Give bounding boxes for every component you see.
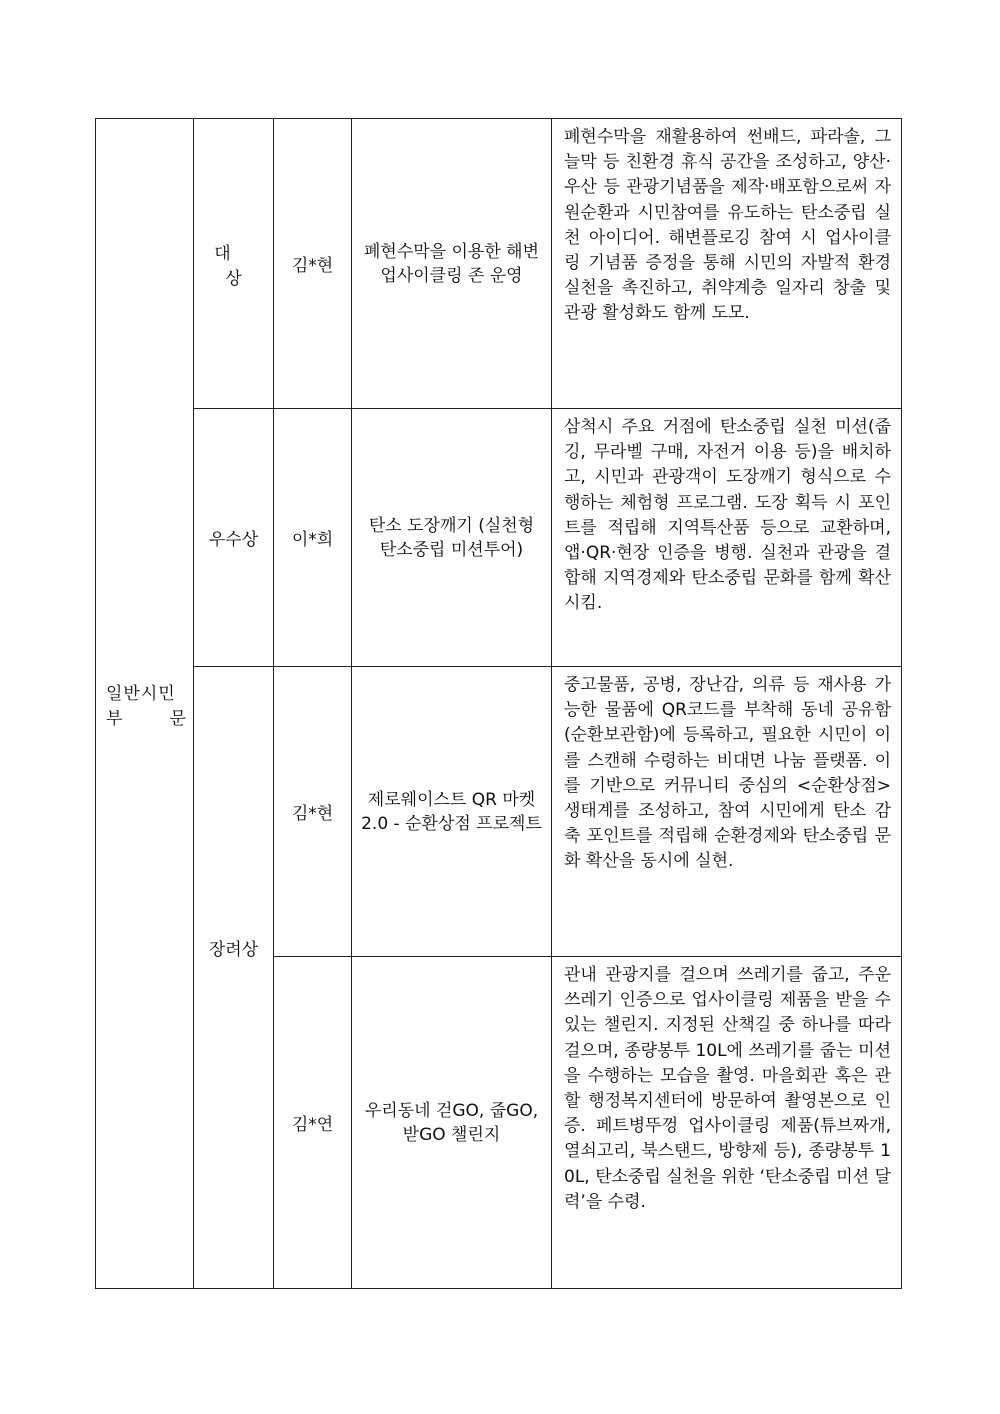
- idea-description: 삼척시 주요 거점에 탄소중립 실천 미션(줍깅, 무라벨 구매, 자전거 이용 등)을 배치하고, 시민과 관광객이 도장깨기 형식으로 수행하는 체험형 프로그램. 도장 획득 시 포인트를 적립해 지역특산품 등으로 교환하며, 앱·QR·현장 인증을 병행. 실천과 관광을 결합해 지역경제와 탄소중립 문화를 함께 확산시킴.: [564, 417, 891, 614]
- award-cell: [194, 667, 274, 1289]
- idea-title-cell: [352, 409, 552, 667]
- category-label-suffix: 부 문: [106, 708, 186, 729]
- idea-description: 중고물품, 공병, 장난감, 의류 등 재사용 가능한 물품에 QR코드를 부착해 동네 공유함(순환보관함)에 등록하고, 필요한 시민이 이를 스캔해 수령하는 비대면 나눔 플랫폼. 이를 기반으로 커뮤니티 중심의 <순환상점> 생태계를 조성하고, 참여 시민에게 탄소 감축 포인트를 적립해 순환경제와 탄소중립 문화 확산을 동시에 실현.: [564, 675, 891, 872]
- table-row: [96, 667, 902, 957]
- award-cell: [194, 119, 274, 409]
- idea-description-cell: [552, 119, 902, 409]
- winner-name-cell: [274, 409, 352, 667]
- award-label: 대 상: [214, 243, 264, 289]
- idea-title: 제로웨이스트 QR 마켓 2.0 - 순환상점 프로젝트: [361, 789, 542, 834]
- idea-title-cell: [352, 119, 552, 409]
- winner-name: 김*연: [291, 1115, 334, 1135]
- idea-title-cell: [352, 957, 552, 1289]
- award-label: 장려상: [208, 940, 259, 960]
- category-cell: [96, 119, 194, 1289]
- idea-description: 폐현수막을 재활용하여 썬배드, 파라솔, 그늘막 등 친환경 휴식 공간을 조성하고, 양산·우산 등 관광기념품을 제작·배포함으로써 자원순환과 시민참여를 유도하는 탄소중립 실천 아이디어. 해변플로깅 참여 시 업사이클링 기념품 증정을 통해 시민의 자발적 환경 실천을 촉진하고, 취약계층 일자리 창출 및 관광 활성화도 함께 도모.: [564, 127, 891, 324]
- winner-name: 김*현: [291, 256, 334, 276]
- idea-title: 우리동네 걷GO, 줍GO, 받GO 챌린지: [364, 1100, 539, 1145]
- idea-title: 탄소 도장깨기 (실천형 탄소중립 미션투어): [368, 515, 535, 560]
- idea-description-cell: [552, 667, 902, 957]
- idea-title-cell: [352, 667, 552, 957]
- winner-name: 김*현: [291, 804, 334, 824]
- category-label: 일반시민: [106, 683, 176, 704]
- idea-title: 폐현수막을 이용한 해변 업사이클링 존 운영: [363, 241, 540, 286]
- idea-description: 관내 관광지를 걸으며 쓰레기를 줍고, 주운 쓰레기 인증으로 업사이클링 제품을 받을 수 있는 챌린지. 지정된 산책길 중 하나를 따라 걸으며, 종량봉투 10L에 쓰레기를 줍는 미션을 수행하는 모습을 촬영. 마을회관 혹은 관할 행정복지센터에 방문하여 촬영본으로 인증. 페트병뚜껑 업사이클링 제품(튜브짜개, 열쇠고리, 북스탠드, 방향제 등), 종량봉투 10L, 탄소중립 실천을 위한 ‘탄소중립 미션 달력’을 수령.: [564, 965, 891, 1212]
- winner-name-cell: [274, 957, 352, 1289]
- table-row: [96, 409, 902, 667]
- idea-description-cell: [552, 957, 902, 1289]
- winner-name: 이*희: [291, 530, 334, 550]
- award-results-table: [95, 118, 902, 1289]
- award-label: 우수상: [208, 530, 259, 550]
- winner-name-cell: [274, 119, 352, 409]
- table-row: [96, 119, 902, 409]
- idea-description-cell: [552, 409, 902, 667]
- winner-name-cell: [274, 667, 352, 957]
- award-cell: [194, 409, 274, 667]
